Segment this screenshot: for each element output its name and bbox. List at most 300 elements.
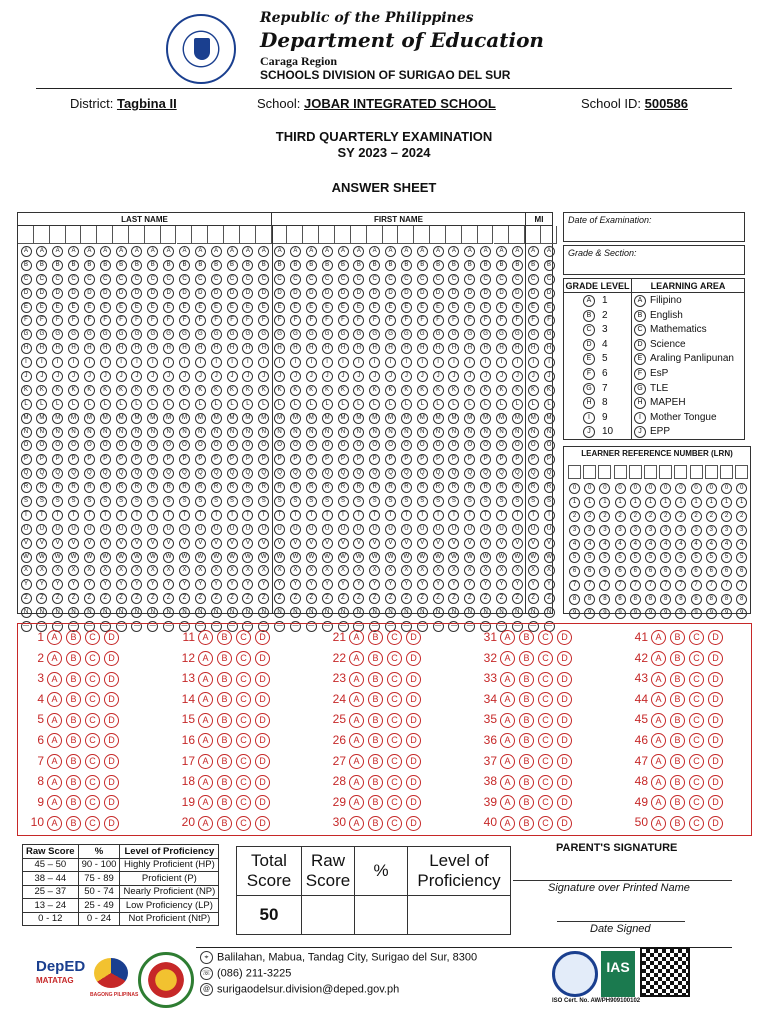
- name-bubble[interactable]: Q: [528, 468, 539, 479]
- name-letter-box[interactable]: [208, 226, 224, 244]
- answer-bubble[interactable]: D: [104, 630, 119, 645]
- answer-bubble[interactable]: C: [387, 733, 402, 748]
- name-bubble[interactable]: Ñ: [322, 607, 333, 618]
- name-bubble[interactable]: G: [227, 329, 238, 340]
- name-bubble[interactable]: S: [338, 496, 349, 507]
- name-bubble[interactable]: F: [21, 315, 32, 326]
- lrn-digit-box[interactable]: [735, 465, 748, 479]
- name-bubble[interactable]: U: [480, 524, 491, 535]
- name-bubble[interactable]: J: [258, 371, 269, 382]
- name-bubble[interactable]: —: [68, 621, 79, 632]
- name-bubble[interactable]: A: [195, 246, 206, 257]
- name-bubble[interactable]: Y: [147, 579, 158, 590]
- name-bubble[interactable]: H: [369, 343, 380, 354]
- name-bubble[interactable]: B: [512, 260, 523, 271]
- name-bubble[interactable]: D: [163, 288, 174, 299]
- name-bubble[interactable]: J: [52, 371, 63, 382]
- name-bubble[interactable]: A: [21, 246, 32, 257]
- name-bubble[interactable]: Ñ: [464, 607, 475, 618]
- name-bubble[interactable]: I: [116, 357, 127, 368]
- name-bubble[interactable]: T: [433, 510, 444, 521]
- name-bubble[interactable]: Ñ: [258, 607, 269, 618]
- name-bubble[interactable]: H: [496, 343, 507, 354]
- name-bubble[interactable]: N: [274, 427, 285, 438]
- name-bubble[interactable]: P: [100, 454, 111, 465]
- name-bubble[interactable]: N: [36, 427, 47, 438]
- name-bubble[interactable]: W: [258, 552, 269, 563]
- answer-bubble[interactable]: B: [66, 651, 81, 666]
- name-bubble[interactable]: O: [464, 440, 475, 451]
- name-bubble[interactable]: I: [147, 357, 158, 368]
- answer-bubble[interactable]: C: [689, 816, 704, 831]
- name-bubble[interactable]: H: [417, 343, 428, 354]
- name-bubble[interactable]: Ñ: [401, 607, 412, 618]
- name-bubble[interactable]: F: [290, 315, 301, 326]
- answer-bubble[interactable]: A: [349, 651, 364, 666]
- name-bubble[interactable]: S: [179, 496, 190, 507]
- name-bubble[interactable]: J: [353, 371, 364, 382]
- name-bubble[interactable]: D: [369, 288, 380, 299]
- lrn-bubble[interactable]: 6: [736, 566, 747, 577]
- name-bubble[interactable]: R: [36, 482, 47, 493]
- name-bubble[interactable]: K: [84, 385, 95, 396]
- answer-bubble[interactable]: A: [349, 692, 364, 707]
- name-bubble[interactable]: X: [417, 565, 428, 576]
- name-bubble[interactable]: B: [274, 260, 285, 271]
- name-bubble[interactable]: X: [227, 565, 238, 576]
- answer-bubble[interactable]: A: [47, 672, 62, 687]
- name-bubble[interactable]: X: [433, 565, 444, 576]
- name-bubble[interactable]: C: [353, 274, 364, 285]
- answer-bubble[interactable]: B: [66, 775, 81, 790]
- name-bubble[interactable]: C: [36, 274, 47, 285]
- name-bubble[interactable]: B: [163, 260, 174, 271]
- name-bubble[interactable]: A: [84, 246, 95, 257]
- name-bubble[interactable]: S: [417, 496, 428, 507]
- answer-bubble[interactable]: A: [198, 816, 213, 831]
- name-bubble[interactable]: X: [448, 565, 459, 576]
- name-bubble[interactable]: W: [116, 552, 127, 563]
- name-bubble[interactable]: V: [338, 538, 349, 549]
- name-bubble[interactable]: R: [163, 482, 174, 493]
- lrn-bubble[interactable]: 8: [736, 594, 747, 605]
- lrn-bubble[interactable]: 5: [599, 552, 610, 563]
- name-bubble[interactable]: Q: [448, 468, 459, 479]
- name-bubble[interactable]: —: [401, 621, 412, 632]
- name-bubble[interactable]: E: [290, 302, 301, 313]
- name-bubble[interactable]: W: [464, 552, 475, 563]
- answer-bubble[interactable]: C: [85, 754, 100, 769]
- name-bubble[interactable]: U: [21, 524, 32, 535]
- answer-bubble[interactable]: A: [651, 713, 666, 728]
- name-bubble[interactable]: W: [512, 552, 523, 563]
- name-bubble[interactable]: A: [100, 246, 111, 257]
- name-bubble[interactable]: Z: [100, 593, 111, 604]
- name-bubble[interactable]: K: [338, 385, 349, 396]
- name-bubble[interactable]: E: [274, 302, 285, 313]
- name-bubble[interactable]: Y: [322, 579, 333, 590]
- name-bubble[interactable]: V: [353, 538, 364, 549]
- name-bubble[interactable]: Y: [496, 579, 507, 590]
- lrn-bubble[interactable]: 0: [599, 483, 610, 494]
- lrn-bubble[interactable]: 8: [630, 594, 641, 605]
- lrn-bubble[interactable]: 7: [675, 580, 686, 591]
- name-bubble[interactable]: E: [84, 302, 95, 313]
- lrn-bubble[interactable]: 0: [736, 483, 747, 494]
- name-bubble[interactable]: T: [242, 510, 253, 521]
- lrn-bubble[interactable]: 6: [675, 566, 686, 577]
- area-bubble[interactable]: J: [634, 426, 646, 438]
- name-bubble[interactable]: H: [21, 343, 32, 354]
- lrn-bubble[interactable]: 8: [721, 594, 732, 605]
- name-bubble[interactable]: Q: [21, 468, 32, 479]
- name-bubble[interactable]: Ñ: [480, 607, 491, 618]
- name-bubble[interactable]: P: [544, 454, 555, 465]
- answer-bubble[interactable]: C: [538, 651, 553, 666]
- name-bubble[interactable]: —: [464, 621, 475, 632]
- lrn-bubble[interactable]: 0: [675, 483, 686, 494]
- name-bubble[interactable]: P: [385, 454, 396, 465]
- lrn-bubble[interactable]: 9: [569, 608, 580, 619]
- answer-bubble[interactable]: B: [217, 651, 232, 666]
- name-bubble[interactable]: M: [417, 413, 428, 424]
- name-bubble[interactable]: U: [84, 524, 95, 535]
- name-bubble[interactable]: B: [227, 260, 238, 271]
- name-bubble[interactable]: B: [258, 260, 269, 271]
- answer-bubble[interactable]: D: [255, 651, 270, 666]
- name-bubble[interactable]: X: [528, 565, 539, 576]
- name-bubble[interactable]: X: [242, 565, 253, 576]
- name-bubble[interactable]: C: [131, 274, 142, 285]
- name-bubble[interactable]: N: [322, 427, 333, 438]
- name-bubble[interactable]: L: [131, 399, 142, 410]
- name-bubble[interactable]: G: [322, 329, 333, 340]
- answer-bubble[interactable]: D: [557, 651, 572, 666]
- lrn-bubble[interactable]: 0: [691, 483, 702, 494]
- name-bubble[interactable]: E: [227, 302, 238, 313]
- name-letter-box[interactable]: [287, 226, 303, 244]
- name-bubble[interactable]: Q: [338, 468, 349, 479]
- lrn-bubble[interactable]: 8: [660, 594, 671, 605]
- name-bubble[interactable]: K: [290, 385, 301, 396]
- answer-bubble[interactable]: C: [387, 630, 402, 645]
- lrn-bubble[interactable]: 6: [584, 566, 595, 577]
- lrn-bubble[interactable]: 9: [706, 608, 717, 619]
- lrn-bubble[interactable]: 5: [660, 552, 671, 563]
- name-bubble[interactable]: M: [195, 413, 206, 424]
- name-bubble[interactable]: J: [179, 371, 190, 382]
- answer-bubble[interactable]: D: [557, 630, 572, 645]
- name-bubble[interactable]: M: [512, 413, 523, 424]
- name-bubble[interactable]: U: [290, 524, 301, 535]
- name-bubble[interactable]: R: [385, 482, 396, 493]
- name-bubble[interactable]: M: [211, 413, 222, 424]
- answer-bubble[interactable]: B: [217, 754, 232, 769]
- name-bubble[interactable]: S: [322, 496, 333, 507]
- name-letter-box[interactable]: [240, 226, 256, 244]
- name-bubble[interactable]: E: [480, 302, 491, 313]
- answer-bubble[interactable]: D: [708, 713, 723, 728]
- lrn-bubble[interactable]: 1: [615, 497, 626, 508]
- answer-bubble[interactable]: C: [85, 733, 100, 748]
- name-bubble[interactable]: B: [338, 260, 349, 271]
- name-bubble[interactable]: B: [322, 260, 333, 271]
- name-bubble[interactable]: K: [195, 385, 206, 396]
- name-letter-box[interactable]: [351, 226, 367, 244]
- name-bubble[interactable]: T: [290, 510, 301, 521]
- answer-bubble[interactable]: D: [708, 795, 723, 810]
- name-bubble[interactable]: O: [401, 440, 412, 451]
- name-bubble[interactable]: M: [274, 413, 285, 424]
- name-bubble[interactable]: A: [242, 246, 253, 257]
- answer-bubble[interactable]: D: [708, 630, 723, 645]
- name-bubble[interactable]: W: [401, 552, 412, 563]
- name-bubble[interactable]: D: [21, 288, 32, 299]
- answer-bubble[interactable]: A: [500, 713, 515, 728]
- name-bubble[interactable]: M: [306, 413, 317, 424]
- name-bubble[interactable]: A: [417, 246, 428, 257]
- name-bubble[interactable]: H: [131, 343, 142, 354]
- name-bubble[interactable]: X: [369, 565, 380, 576]
- date-line[interactable]: [557, 921, 685, 922]
- name-bubble[interactable]: B: [385, 260, 396, 271]
- name-bubble[interactable]: J: [195, 371, 206, 382]
- name-letter-box[interactable]: [113, 226, 129, 244]
- answer-bubble[interactable]: B: [519, 630, 534, 645]
- name-bubble[interactable]: J: [163, 371, 174, 382]
- name-bubble[interactable]: Z: [242, 593, 253, 604]
- answer-bubble[interactable]: A: [651, 692, 666, 707]
- name-bubble[interactable]: U: [258, 524, 269, 535]
- name-bubble[interactable]: P: [433, 454, 444, 465]
- lrn-bubble[interactable]: 5: [645, 552, 656, 563]
- name-bubble[interactable]: M: [227, 413, 238, 424]
- name-bubble[interactable]: L: [211, 399, 222, 410]
- answer-bubble[interactable]: D: [406, 692, 421, 707]
- name-bubble[interactable]: V: [21, 538, 32, 549]
- name-bubble[interactable]: S: [84, 496, 95, 507]
- name-bubble[interactable]: Q: [401, 468, 412, 479]
- lrn-bubble[interactable]: 0: [660, 483, 671, 494]
- name-bubble[interactable]: P: [21, 454, 32, 465]
- answer-bubble[interactable]: D: [708, 775, 723, 790]
- name-bubble[interactable]: J: [242, 371, 253, 382]
- name-bubble[interactable]: C: [211, 274, 222, 285]
- name-bubble[interactable]: Q: [163, 468, 174, 479]
- answer-bubble[interactable]: C: [85, 651, 100, 666]
- answer-bubble[interactable]: A: [198, 733, 213, 748]
- name-bubble[interactable]: R: [100, 482, 111, 493]
- name-bubble[interactable]: C: [464, 274, 475, 285]
- answer-bubble[interactable]: B: [217, 795, 232, 810]
- name-bubble[interactable]: O: [131, 440, 142, 451]
- name-bubble[interactable]: L: [464, 399, 475, 410]
- name-bubble[interactable]: V: [84, 538, 95, 549]
- name-bubble[interactable]: B: [433, 260, 444, 271]
- answer-bubble[interactable]: A: [47, 754, 62, 769]
- name-bubble[interactable]: D: [290, 288, 301, 299]
- answer-bubble[interactable]: B: [670, 630, 685, 645]
- name-bubble[interactable]: Ñ: [528, 607, 539, 618]
- name-bubble[interactable]: D: [179, 288, 190, 299]
- name-bubble[interactable]: T: [353, 510, 364, 521]
- name-bubble[interactable]: F: [36, 315, 47, 326]
- name-bubble[interactable]: G: [385, 329, 396, 340]
- name-bubble[interactable]: T: [369, 510, 380, 521]
- grade-bubble[interactable]: D: [583, 339, 595, 351]
- name-bubble[interactable]: R: [512, 482, 523, 493]
- name-bubble[interactable]: Y: [306, 579, 317, 590]
- name-bubble[interactable]: S: [306, 496, 317, 507]
- name-letter-box[interactable]: [525, 226, 541, 244]
- lrn-bubble[interactable]: 2: [630, 511, 641, 522]
- name-bubble[interactable]: H: [464, 343, 475, 354]
- name-bubble[interactable]: E: [433, 302, 444, 313]
- name-bubble[interactable]: C: [21, 274, 32, 285]
- name-bubble[interactable]: U: [448, 524, 459, 535]
- answer-bubble[interactable]: D: [255, 692, 270, 707]
- lrn-bubble[interactable]: 6: [569, 566, 580, 577]
- answer-bubble[interactable]: A: [349, 630, 364, 645]
- name-bubble[interactable]: —: [131, 621, 142, 632]
- lrn-bubble[interactable]: 3: [599, 525, 610, 536]
- name-bubble[interactable]: R: [544, 482, 555, 493]
- name-bubble[interactable]: W: [385, 552, 396, 563]
- name-bubble[interactable]: A: [211, 246, 222, 257]
- name-bubble[interactable]: B: [131, 260, 142, 271]
- answer-bubble[interactable]: C: [85, 713, 100, 728]
- name-bubble[interactable]: F: [163, 315, 174, 326]
- answer-bubble[interactable]: A: [349, 775, 364, 790]
- name-bubble[interactable]: Q: [544, 468, 555, 479]
- name-bubble[interactable]: N: [369, 427, 380, 438]
- name-bubble[interactable]: F: [544, 315, 555, 326]
- name-bubble[interactable]: P: [480, 454, 491, 465]
- name-bubble[interactable]: Y: [163, 579, 174, 590]
- answer-bubble[interactable]: C: [689, 775, 704, 790]
- name-bubble[interactable]: —: [338, 621, 349, 632]
- name-bubble[interactable]: Ñ: [338, 607, 349, 618]
- name-bubble[interactable]: —: [385, 621, 396, 632]
- answer-bubble[interactable]: C: [236, 816, 251, 831]
- name-bubble[interactable]: M: [353, 413, 364, 424]
- name-bubble[interactable]: N: [512, 427, 523, 438]
- name-letter-box[interactable]: [430, 226, 446, 244]
- name-bubble[interactable]: B: [195, 260, 206, 271]
- answer-bubble[interactable]: C: [538, 713, 553, 728]
- percent-cell[interactable]: [355, 896, 408, 935]
- name-bubble[interactable]: L: [195, 399, 206, 410]
- name-bubble[interactable]: C: [100, 274, 111, 285]
- name-bubble[interactable]: —: [512, 621, 523, 632]
- name-bubble[interactable]: Y: [338, 579, 349, 590]
- name-bubble[interactable]: L: [258, 399, 269, 410]
- name-bubble[interactable]: F: [242, 315, 253, 326]
- name-bubble[interactable]: Ñ: [211, 607, 222, 618]
- name-bubble[interactable]: W: [274, 552, 285, 563]
- name-bubble[interactable]: I: [211, 357, 222, 368]
- name-bubble[interactable]: A: [433, 246, 444, 257]
- name-bubble[interactable]: X: [52, 565, 63, 576]
- answer-bubble[interactable]: D: [104, 795, 119, 810]
- name-bubble[interactable]: D: [353, 288, 364, 299]
- answer-bubble[interactable]: A: [47, 713, 62, 728]
- lrn-digit-box[interactable]: [614, 465, 627, 479]
- name-bubble[interactable]: T: [84, 510, 95, 521]
- name-bubble[interactable]: T: [544, 510, 555, 521]
- name-bubble[interactable]: I: [242, 357, 253, 368]
- answer-bubble[interactable]: B: [66, 754, 81, 769]
- name-bubble[interactable]: H: [433, 343, 444, 354]
- name-bubble[interactable]: J: [211, 371, 222, 382]
- lrn-bubble[interactable]: 9: [736, 608, 747, 619]
- lrn-bubble[interactable]: 6: [706, 566, 717, 577]
- name-bubble[interactable]: C: [242, 274, 253, 285]
- name-bubble[interactable]: P: [179, 454, 190, 465]
- answer-bubble[interactable]: D: [708, 816, 723, 831]
- answer-bubble[interactable]: B: [368, 775, 383, 790]
- name-bubble[interactable]: R: [433, 482, 444, 493]
- name-letter-box[interactable]: [161, 226, 177, 244]
- name-bubble[interactable]: N: [338, 427, 349, 438]
- name-bubble[interactable]: R: [306, 482, 317, 493]
- name-bubble[interactable]: P: [496, 454, 507, 465]
- answer-bubble[interactable]: D: [557, 692, 572, 707]
- name-bubble[interactable]: U: [195, 524, 206, 535]
- name-bubble[interactable]: Y: [100, 579, 111, 590]
- name-bubble[interactable]: X: [68, 565, 79, 576]
- name-bubble[interactable]: A: [512, 246, 523, 257]
- lrn-bubble[interactable]: 3: [645, 525, 656, 536]
- name-bubble[interactable]: N: [227, 427, 238, 438]
- name-bubble[interactable]: Ñ: [131, 607, 142, 618]
- name-bubble[interactable]: M: [68, 413, 79, 424]
- lrn-bubble[interactable]: 3: [706, 525, 717, 536]
- name-bubble[interactable]: X: [544, 565, 555, 576]
- answer-bubble[interactable]: C: [236, 754, 251, 769]
- name-bubble[interactable]: V: [496, 538, 507, 549]
- name-bubble[interactable]: O: [496, 440, 507, 451]
- answer-bubble[interactable]: C: [85, 672, 100, 687]
- lrn-bubble[interactable]: 1: [691, 497, 702, 508]
- name-bubble[interactable]: U: [433, 524, 444, 535]
- name-bubble[interactable]: A: [544, 246, 555, 257]
- grade-bubble[interactable]: G: [583, 383, 595, 395]
- answer-bubble[interactable]: C: [538, 672, 553, 687]
- name-bubble[interactable]: P: [274, 454, 285, 465]
- answer-bubble[interactable]: C: [689, 651, 704, 666]
- area-bubble[interactable]: B: [634, 310, 646, 322]
- answer-bubble[interactable]: A: [500, 733, 515, 748]
- name-letter-box[interactable]: [145, 226, 161, 244]
- name-bubble[interactable]: T: [36, 510, 47, 521]
- name-bubble[interactable]: D: [401, 288, 412, 299]
- answer-bubble[interactable]: D: [104, 713, 119, 728]
- name-bubble[interactable]: E: [36, 302, 47, 313]
- answer-bubble[interactable]: B: [217, 733, 232, 748]
- name-bubble[interactable]: V: [179, 538, 190, 549]
- name-bubble[interactable]: E: [464, 302, 475, 313]
- lrn-bubble[interactable]: 4: [584, 539, 595, 550]
- lrn-bubble[interactable]: 1: [721, 497, 732, 508]
- name-bubble[interactable]: G: [401, 329, 412, 340]
- answer-bubble[interactable]: C: [538, 816, 553, 831]
- date-of-exam-field[interactable]: Date of Examination:: [563, 212, 745, 242]
- answer-bubble[interactable]: D: [104, 733, 119, 748]
- name-bubble[interactable]: H: [338, 343, 349, 354]
- name-bubble[interactable]: U: [496, 524, 507, 535]
- name-bubble[interactable]: O: [290, 440, 301, 451]
